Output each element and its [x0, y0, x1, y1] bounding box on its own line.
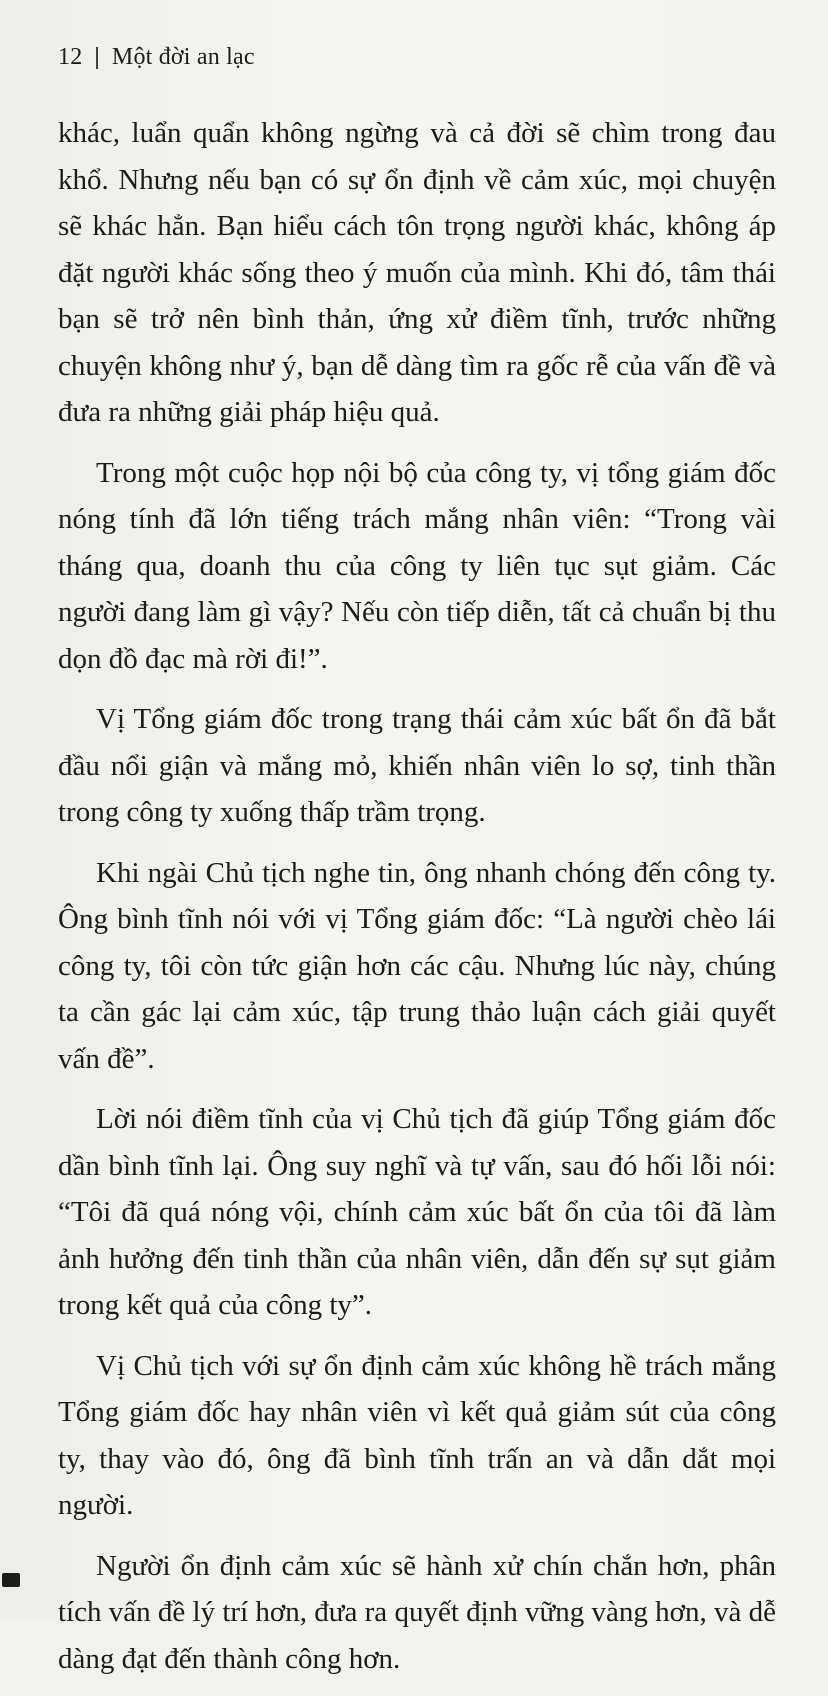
book-title: Một đời an lạc [111, 44, 255, 70]
paragraph-6: Vị Chủ tịch với sự ổn định cảm xúc không hề trách mắng Tổng giám đốc hay nhân viên vì kết quả giảm sút của công ty, thay vào đó, ông đã bình tĩnh trấn an và dẫn dắt mọi người. [58, 1349, 776, 1521]
page-edge-marker [2, 1573, 20, 1587]
paragraph-5: Lời nói điềm tĩnh của vị Chủ tịch đã giúp Tổng giám đốc dần bình tĩnh lại. Ông suy nghĩ và tự vấn, sau đó hối lỗi nói: “Tôi đã quá nóng vội, chính cảm xúc bất ổn của tôi đã làm ảnh hưởng đến tinh thần của nhân viên, dẫn đến sự sụt giảm trong kết quả của công ty”. [58, 1103, 776, 1321]
page-header [58, 44, 255, 71]
header-separator: | [94, 44, 100, 70]
page-body [58, 110, 776, 1696]
paragraph-1: khác, luẩn quẩn không ngừng và cả đời sẽ chìm trong đau khổ. Nhưng nếu bạn có sự ổn định về cảm xúc, mọi chuyện sẽ khác hẳn. Bạn hiểu cách tôn trọng người khác, không áp đặt người khác sống theo ý muốn của mình. Khi đó, tâm thái bạn sẽ trở nên bình thản, ứng xử điềm tĩnh, trước những chuyện không như ý, bạn dễ dàng tìm ra gốc rễ của vấn đề và đưa ra những giải pháp hiệu quả. [58, 117, 776, 428]
page-number: 12 [58, 44, 83, 70]
paragraph-7: Người ổn định cảm xúc sẽ hành xử chín chắn hơn, phân tích vấn đề lý trí hơn, đưa ra quyết định vững vàng hơn, và dễ dàng đạt đến thành công hơn. [58, 1549, 776, 1675]
paragraph-3: Vị Tổng giám đốc trong trạng thái cảm xúc bất ổn đã bắt đầu nổi giận và mắng mỏ, khiến nhân viên lo sợ, tinh thần trong công ty xuống thấp trầm trọng. [58, 703, 776, 828]
paragraph-4: Khi ngài Chủ tịch nghe tin, ông nhanh chóng đến công ty. Ông bình tĩnh nói với vị Tổng giám đốc: “Là người chèo lái công ty, tôi còn tức giận hơn các cậu. Nhưng lúc này, chúng ta cần gác lại cảm xúc, tập trung thảo luận cách giải quyết vấn đề”. [58, 856, 776, 1075]
paragraph-2: Trong một cuộc họp nội bộ của công ty, vị tổng giám đốc nóng tính đã lớn tiếng trách mắng nhân viên: “Trong vài tháng qua, doanh thu của công ty liên tục sụt giảm. Các người đang làm gì vậy? Nếu còn tiếp diễn, tất cả chuẩn bị thu dọn đồ đạc mà rời đi!”. [58, 456, 776, 675]
